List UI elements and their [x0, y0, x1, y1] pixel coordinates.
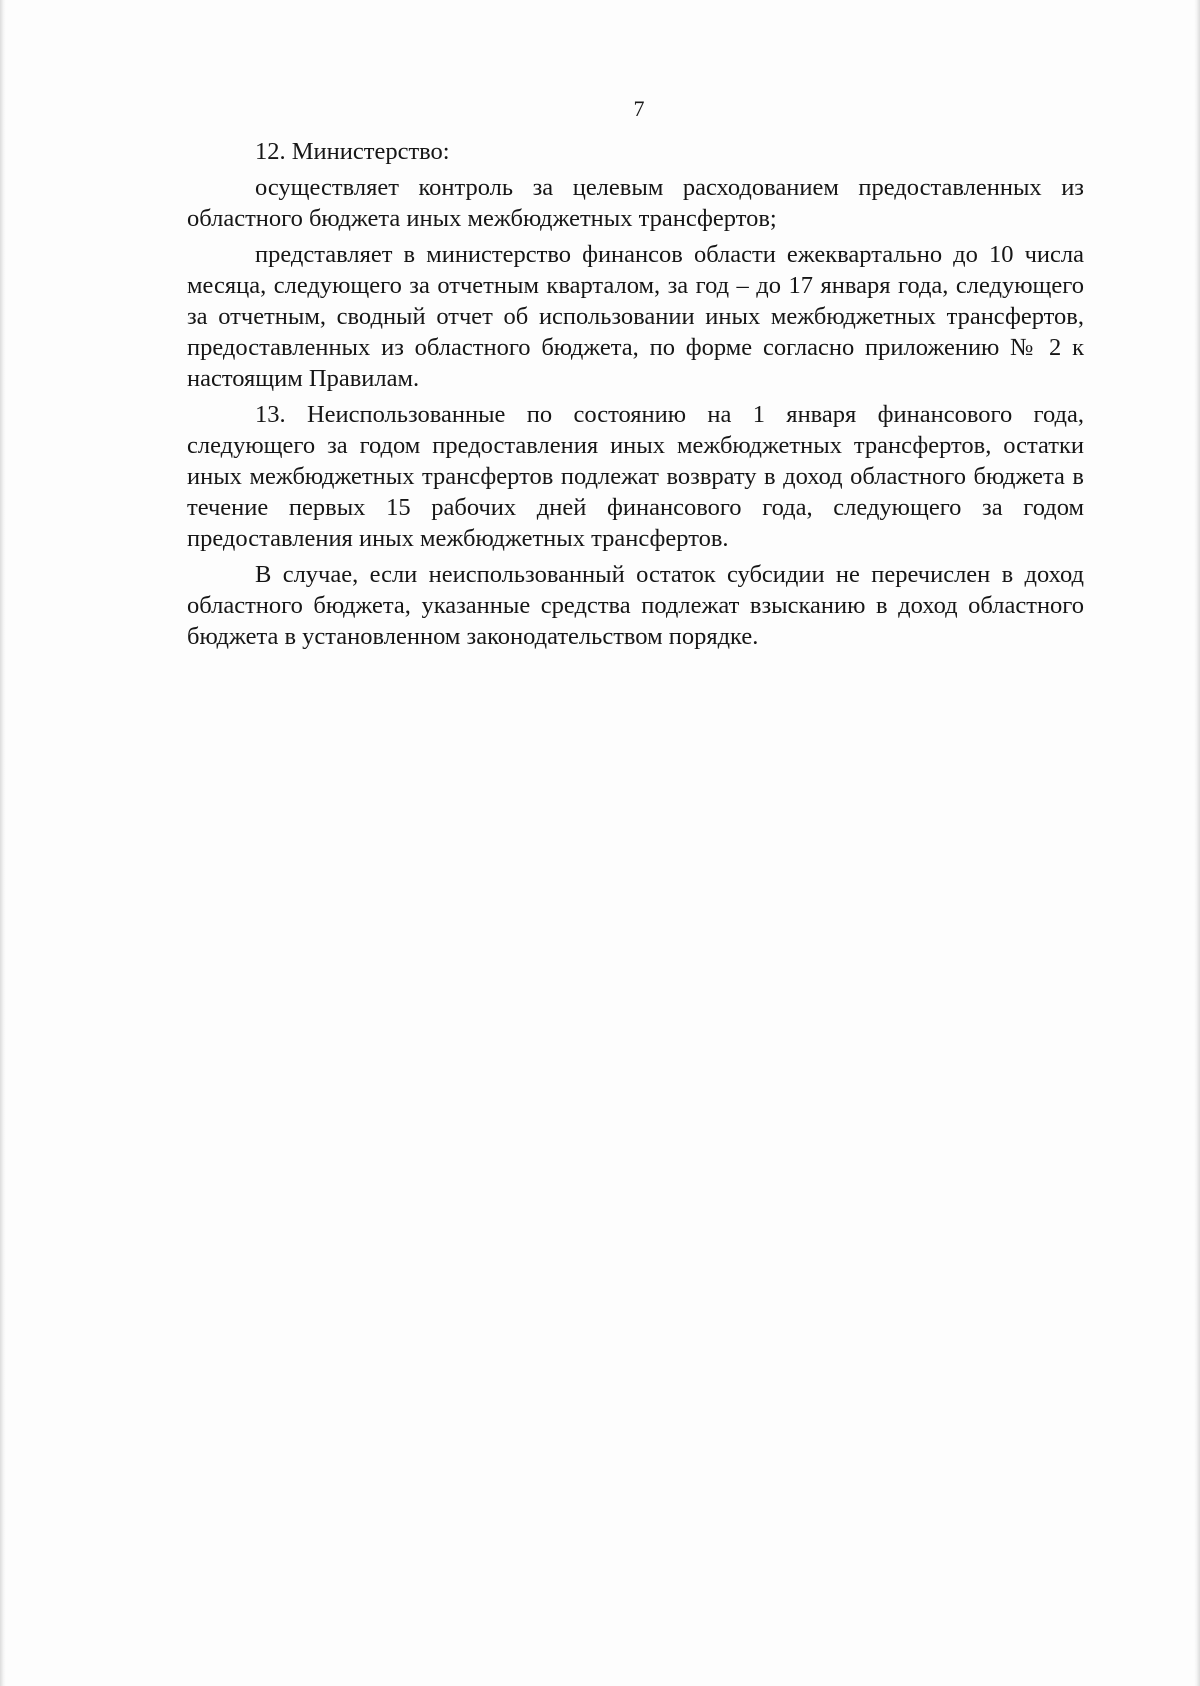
page-number: 7: [633, 96, 645, 121]
paragraph-recovery: В случае, если неиспользованный остаток субсидии не перечислен в доход областного бюджета, указанные средства подлежат взысканию в доход областного бюджета в установленном законодательством порядке.: [187, 561, 1084, 650]
paragraph-reporting: представляет в министерство финансов области ежеквартально до 10 числа месяца, следующего за отчетным кварталом, за год – до 17 января года, следующего за отчетным, сводный отчет об использовании иных межбюджетных трансфертов, предоставленных из областного бюджета, по форме согласно приложению № 2 к настоящим Правилам.: [187, 241, 1084, 392]
paragraph-control-spending: осуществляет контроль за целевым расходованием предоставленных из областного бюджета иных межбюджетных трансфертов;: [187, 174, 1084, 232]
paragraph-item-12-heading: 12. Министерство:: [255, 138, 450, 165]
scan-edge-left: [0, 0, 6, 1686]
scan-edge-right: [1194, 0, 1200, 1686]
document-body: [187, 136, 1084, 657]
paragraph-item-13-unused-balances: 13. Неиспользованные по состоянию на 1 января финансового года, следующего за годом предоставления иных межбюджетных трансфертов, остатки иных межбюджетных трансфертов подлежат возврату в доход областного бюджета в течение первых 15 рабочих дней финансового года, следующего за годом предоставления иных межбюджетных трансфертов.: [187, 401, 1084, 552]
